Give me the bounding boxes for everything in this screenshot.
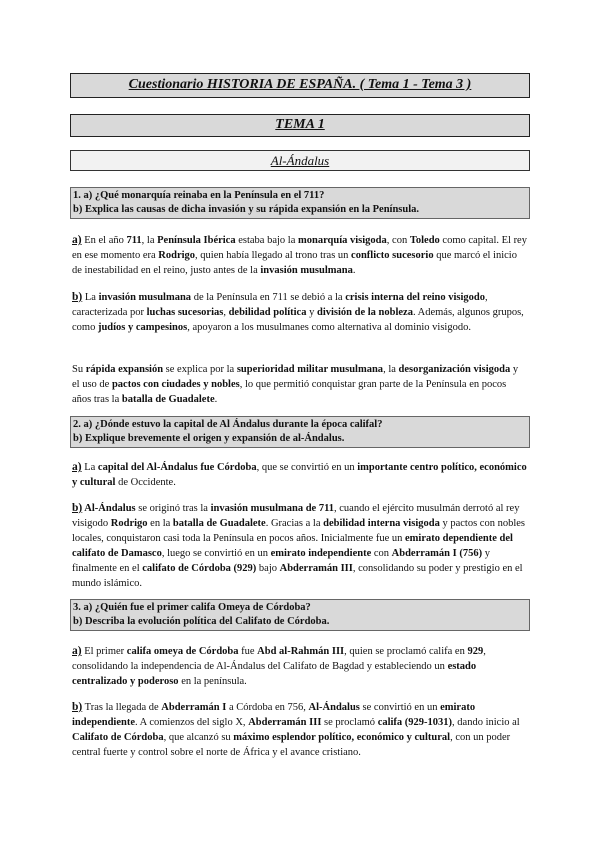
section-subtitle: Al-Ándalus bbox=[70, 150, 530, 171]
question-1a: 1. a) ¿Qué monarquía reinaba en la Península en el 711? bbox=[73, 190, 325, 201]
question-2b: b) Explique brevemente el origen y expansión de al-Ándalus. bbox=[73, 433, 345, 444]
answer-1b-causes: b) La invasión musulmana de la Península en 711 se debió a la crisis interna del reino visigodo, caracterizada por luchas sucesorias, debilidad política y división de la nobleza. Además, algunos grupos, como judíos y campesinos, apoyaron a los musulmanes como alternativa al dominio visigodo. bbox=[72, 291, 524, 333]
answer-1b-expansion: Su rápida expansión se explica por la superioridad militar musulmana, la desorganización visigoda y el uso de pactos con ciudades y nobles, lo que permitió conquistar gran parte de la Península en pocos años tras la batalla de Guadalete. bbox=[72, 364, 519, 405]
answer-2b: b) Al-Ándalus se originó tras la invasión musulmana de 711, cuando el ejército musulmán derrotó al rey visigodo Rodrigo en la batalla de Guadalete. Gracias a la debilidad interna visigoda y pactos con nobles locales, conquistaron casi toda la Península en pocos años. Inicialmente fue un emirato dependiente del califato de Damasco, luego se convirtió en un emirato independiente con Abderramán I (756) y finalmente en el califato de Córdoba (929) bajo Abderramán III, consolidando su poder y prestigio en el mundo islámico. bbox=[72, 502, 525, 589]
question-3-box bbox=[70, 599, 530, 631]
answer-1a: a) En el año 711, la Península Ibérica estaba bajo la monarquía visigoda, con Toledo como capital. El rey en ese momento era Rodrigo, quien había llegado al trono tras un conflicto sucesorio que marcó el inicio de inestabilidad en el reino, justo antes de la invasión musulmana. bbox=[72, 234, 527, 276]
answer-label: b) bbox=[72, 502, 83, 514]
question-1-box bbox=[70, 187, 530, 219]
question-1b: b) Explica las causas de dicha invasión y su rápida expansión en la Península. bbox=[73, 204, 420, 215]
answer-label: a) bbox=[72, 461, 82, 473]
answer-3b: b) Tras la llegada de Abderramán I a Córdoba en 756, Al-Ándalus se convirtió en un emirato independiente. A comienzos del siglo X, Abderramán III se proclamó califa (929-1031), dando inicio al Califato de Córdoba, que alcanzó su máximo esplendor político, económico y cultural, con un poder central fuerte y control sobre el norte de África y el avance cristiano. bbox=[72, 701, 520, 758]
answer-2a: a) La capital del Al-Ándalus fue Córdoba, que se convirtió en un importante centro político, económico y cultural de Occidente. bbox=[72, 461, 527, 488]
question-3b: b) Describa la evolución política del Califato de Córdoba. bbox=[73, 616, 330, 627]
answer-label: b) bbox=[72, 291, 83, 303]
answer-label: a) bbox=[72, 234, 82, 246]
answer-label: a) bbox=[72, 645, 82, 657]
tema-heading: TEMA 1 bbox=[70, 114, 530, 137]
question-3a: 3. a) ¿Quién fue el primer califa Omeya de Córdoba? bbox=[73, 602, 311, 613]
question-2-box bbox=[70, 416, 530, 448]
answer-label: b) bbox=[72, 701, 83, 713]
question-2a: 2. a) ¿Dónde estuvo la capital de Al Ándalus durante la época califal? bbox=[73, 419, 383, 430]
document-title: Cuestionario HISTORIA DE ESPAÑA. ( Tema 1 - Tema 3 ) bbox=[70, 73, 530, 98]
answer-3a: a) El primer califa omeya de Córdoba fue Abd al-Rahmán III, quien se proclamó califa en 929, consolidando la independencia de Al-Ándalus del Califato de Bagdad y estableciendo un estado centralizado y poderoso en la península. bbox=[72, 645, 486, 687]
